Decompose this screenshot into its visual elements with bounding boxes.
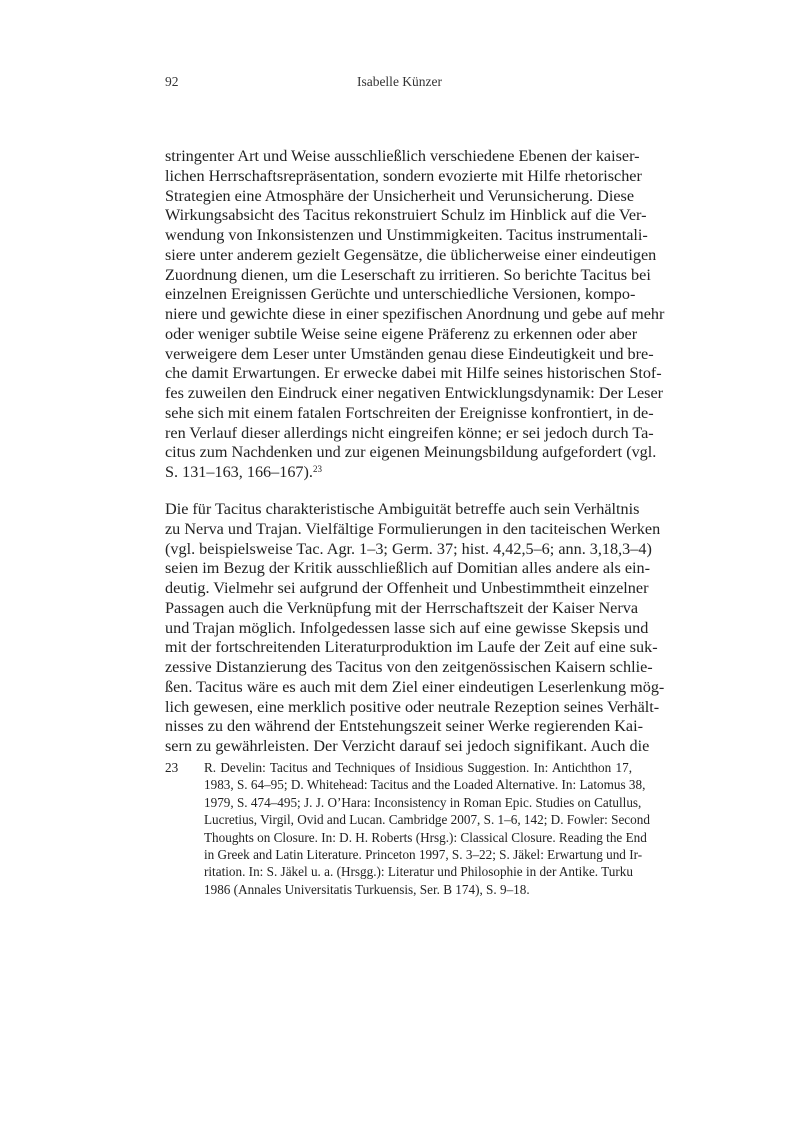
text-line: zessive Distanzierung des Tacitus von den zeitgenössischen Kaisern schlie-: [165, 658, 653, 676]
text-line: che damit Erwartungen. Er erwecke dabei mit Hilfe seines historischen Stof-: [165, 364, 662, 383]
text-line: Wirkungsabsicht des Tacitus rekonstruiert Schulz im Hinblick auf die Ver-: [165, 206, 647, 225]
text-line: citus zum Nachdenken und zur eigenen Meinungsbildung aufgefordert (vgl.: [165, 443, 657, 462]
text-line: siere unter anderem gezielt Gegensätze, die üblicherweise einer eindeutigen: [165, 245, 657, 264]
text-line: nisses zu den während der Entstehungszeit seiner Werke regierenden Kai-: [165, 717, 643, 736]
text-line: ren Verlauf dieser allerdings nicht eingreifen könne; er sei jedoch durch Ta-: [165, 423, 654, 442]
text-line: in Greek and Latin Literature. Princeton 1997, S. 3–22; S. Jäkel: Erwartung und Ir-: [204, 846, 643, 862]
text-line: Passagen auch die Verknüpfung mit der Herrschaftszeit der Kaiser Nerva: [165, 598, 639, 617]
text-line: lichen Herrschaftsrepräsentation, sondern evozierte mit Hilfe rhetorischer: [165, 166, 642, 185]
paragraph-1-lines: [165, 147, 665, 463]
paragraph-1-last-text: S. 131–163, 166–167).: [165, 463, 313, 481]
text-line: ßen. Tacitus wäre es auch mit dem Ziel einer eindeutigen Leserlenkung mög-: [165, 677, 665, 696]
text-line: und Trajan möglich. Infolgedessen lasse sich auf eine gewisse Skepsis und: [165, 618, 649, 637]
paragraph-2: [165, 500, 665, 757]
text-line: wendung von Inkonsistenzen und Unstimmigkeiten. Tacitus instrumentali-: [165, 226, 648, 244]
running-header-author: Isabelle Künzer: [356, 74, 443, 89]
text-line: oder weniger subtile Weise seine eigene Präferenz zu erkennen oder aber: [165, 324, 638, 343]
text-line: R. Develin: Tacitus and Techniques of Insidious Suggestion. In: Antichthon 17,: [204, 760, 632, 775]
text-line: Zuordnung dienen, um die Leserschaft zu irritieren. So berichte Tacitus bei: [165, 265, 651, 284]
text-line: Strategien eine Atmosphäre der Unsicherheit und Verunsicherung. Diese: [165, 186, 635, 205]
paragraph-1-last-line: [165, 463, 632, 483]
text-line: ritation. In: S. Jäkel u. a. (Hrsgg.): Literatur und Philosophie in der Antike. Turku: [204, 864, 633, 880]
footnote-text: [204, 759, 650, 898]
text-line: verweigere dem Leser unter Umständen genau diese Eindeutigkeit und bre-: [165, 344, 654, 363]
text-line: Lucretius, Virgil, Ovid and Lucan. Cambridge 2007, S. 1–6, 142; D. Fowler: Second: [204, 812, 650, 828]
text-line: fes zuweilen den Eindruck einer negativen Entwicklungsdynamik: Der Leser: [165, 384, 664, 402]
text-line: 1986 (Annales Universitatis Turkuensis, Ser. B 174), S. 9–18.: [204, 881, 530, 897]
text-line: zu Nerva und Trajan. Vielfältige Formulierungen in den taciteischen Werken: [165, 519, 661, 538]
text-line: einzelnen Ereignissen Gerüchte und unterschiedliche Versionen, kompo-: [165, 285, 636, 304]
text-line: mit der fortschreitenden Literaturproduktion im Laufe der Zeit auf eine suk-: [165, 638, 658, 657]
text-line: niere und gewichte diese in einer spezifischen Anordnung und gebe auf mehr: [165, 305, 665, 323]
text-line: stringenter Art und Weise ausschließlich verschiedene Ebenen der kaiser-: [165, 147, 640, 165]
text-line: deutig. Vielmehr sei aufgrund der Offenheit und Unbestimmtheit einzelner: [165, 579, 649, 597]
text-line: 1979, S. 474–495; J. J. O’Hara: Inconsistency in Roman Epic. Studies on Catullus,: [204, 794, 642, 810]
text-line: sehe sich mit einem fatalen Fortschreiten der Ereignisse konfrontiert, in de-: [165, 403, 654, 422]
text-line: Thoughts on Closure. In: D. H. Roberts (Hrsg.): Classical Closure. Reading the End: [204, 829, 647, 845]
text-line: sern zu gewährleisten. Der Verzicht darauf sei jedoch signifikant. Auch die: [165, 737, 650, 755]
footnote-number: 23: [165, 760, 179, 775]
text-line: Die für Tacitus charakteristische Ambiguität betreffe auch sein Verhältnis: [165, 500, 640, 518]
page-number: 92: [165, 74, 179, 89]
text-line: (vgl. beispielsweise Tac. Agr. 1–3; Germ. 37; hist. 4,42,5–6; ann. 3,18,3–4): [165, 539, 652, 558]
text-line: seien im Bezug der Kritik ausschließlich auf Domitian alles andere als ein-: [165, 559, 651, 578]
text-line: 1983, S. 64–95; D. Whitehead: Tacitus and the Loaded Alternative. In: Latomus 38,: [204, 777, 646, 793]
text-line: lich gewesen, eine merklich positive oder neutrale Rezeption seines Verhält-: [165, 697, 660, 716]
footnote-reference[interactable]: 23: [312, 464, 322, 474]
paragraph-1: [165, 147, 665, 483]
